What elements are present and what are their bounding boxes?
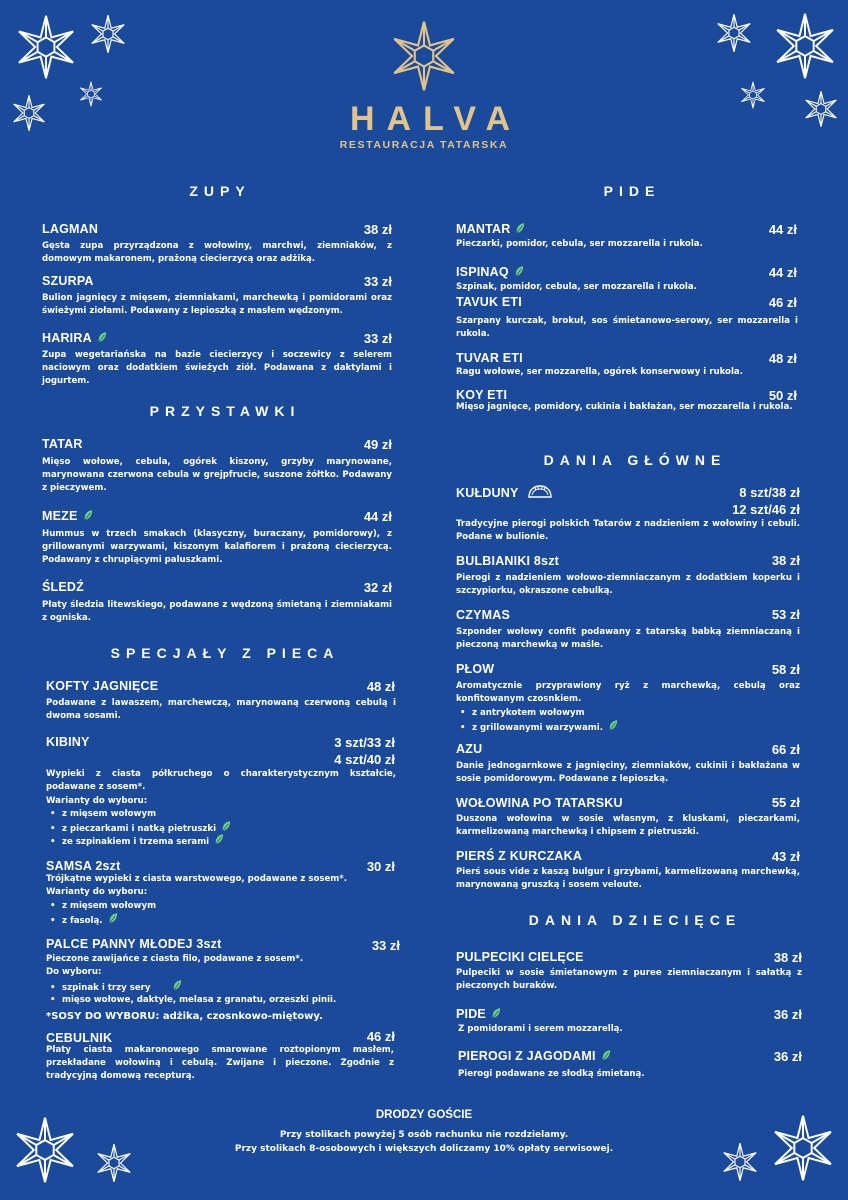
item-price: 55 zł (771, 795, 800, 810)
item-description: Bulion jagnięcy z mięsem, ziemniakami, marchewką i pomidorami oraz świeżymi ziołami. Podawany z lepioszką z masłem wędzonym. (42, 293, 392, 316)
item-name (458, 1049, 611, 1063)
dumpling-icon (527, 485, 553, 499)
item-name-text: KUŁDUNY (456, 486, 519, 500)
item-name: ŚLEDŹ (42, 580, 84, 594)
item-description: Aromatycznie przyprawiony ryż z marchewką, cebulą oraz konfitowanym czosnkiem. (456, 681, 800, 704)
brand-name: HALVA (349, 100, 523, 138)
variant-text: z grillowanymi warzywami. (472, 723, 603, 733)
item-description: Hummus w trzech smakach (klasyczny, buraczany, pomidorowy), z grillowanymi warzywami, kiszonym kalafiorem i prażoną ciecierzycą. Podawany z chrupiącymi paluszkami. (42, 529, 392, 565)
vegetarian-leaf-icon (515, 266, 524, 277)
item-description: Pierogi podawane ze słodką śmietaną. (458, 1069, 645, 1079)
item-price: 4 szt/40 zł (334, 752, 395, 767)
item-price: 43 zł (771, 849, 800, 864)
item-name: PULPECIKI CIELĘCE (456, 950, 584, 964)
item-name (456, 1007, 501, 1021)
item-name (456, 265, 524, 279)
item-price: 44 zł (768, 265, 797, 280)
section-title-dania-glowne: DANIA GŁÓWNE (543, 452, 727, 468)
item-name: LAGMAN (42, 222, 99, 236)
item-price: 30 zł (366, 859, 395, 874)
item-description: Szponder wołowy confit podawany z tatarską babką ziemniaczaną i pieczoną marchewką w maśle. (456, 627, 800, 650)
item-description: Danie jednogarnkowe z jagnięciny, ziemniaków, cukinii i bakłażana w sosie pomidorowym. Podawane z lepioszką. (456, 761, 800, 784)
snowflake-star-icon (90, 14, 126, 54)
item-name: CEBULNIK (46, 1031, 113, 1045)
variants-label: Warianty do wyboru: (46, 887, 148, 897)
footer-title: DRODZY GOŚCIE (375, 1109, 473, 1121)
item-price: 44 zł (363, 509, 392, 524)
item-price: 12 szt/46 zł (732, 502, 800, 517)
vegetarian-leaf-icon (109, 913, 118, 924)
logo-star-icon (391, 16, 457, 96)
vegetarian-leaf-icon (173, 980, 182, 991)
item-name-text: MANTAR (456, 222, 511, 236)
item-name: PIERŚ Z KURCZAKA (456, 849, 583, 863)
variant-item: • mięso wołowe, daktyle, melasa z granatu, orzeszki pinii. (50, 994, 336, 1007)
vegetarian-leaf-icon (98, 332, 107, 343)
section-title-zupy: ZUPY (189, 183, 251, 199)
section-title-dania-dzieciece: DANIA DZIECIĘCE (528, 912, 742, 928)
item-price: 58 zł (771, 662, 800, 677)
item-name: KIBINY (46, 735, 90, 749)
item-name: AZU (456, 742, 483, 756)
vegetarian-leaf-icon (492, 1008, 501, 1019)
item-description: Tradycyjne pierogi polskich Tatarów z nadzieniem z wołowiny i cebuli. Podane w bulionie. (456, 519, 800, 542)
item-description: Mięso wołowe, cebula, ogórek kiszony, grzyby marynowane, marynowana czerwona cebula w grejpfrucie, suszone żółtko. Podawany z pieczywem. (42, 457, 392, 493)
item-description: Płaty śledzia litewskiego, podawane z wędzoną śmietaną i ziemniakami z ogniska. (42, 600, 392, 623)
item-description: Podawane z lawaszem, marchewczą, marynowaną czerwoną cebulą i dwoma sosami. (46, 698, 396, 721)
item-description: Pierś sous vide z kaszą bulgur i grzybami, karmelizowaną marchewką, marynowaną gruszką i sosem veloute. (456, 867, 800, 890)
item-description: Trójkątne wypieki z ciasta warstwowego, podawane z sosem*. (46, 874, 348, 884)
item-price: 46 zł (768, 295, 797, 310)
section-title-przystawki: PRZYSTAWKI (149, 403, 301, 419)
item-name: WOŁOWINA PO TATARSKU (456, 796, 623, 810)
item-name (42, 509, 93, 523)
item-name: TAVUK ETI (456, 295, 522, 309)
item-name-text: PIDE (456, 1007, 486, 1021)
item-name: KOFTY JAGNIĘCE (46, 679, 159, 693)
item-price: 36 zł (773, 1049, 802, 1064)
vegetarian-leaf-icon (84, 510, 93, 521)
item-name: KOY ETI (456, 388, 508, 402)
item-name-text: PIEROGI Z JAGODAMI (458, 1049, 596, 1063)
variant-item: • z mięsem wołowym (50, 900, 156, 913)
item-price: 33 zł (363, 331, 392, 346)
section-title-specjaly: SPECJAŁY Z PIECA (110, 645, 340, 661)
item-price: 33 zł (363, 274, 392, 289)
item-description: Zupa wegetariańska na bazie ciecierzycy i soczewicy z selerem naciowym oraz dodatkiem świeżych ziół. Podawana z daktylami i jogurtem. (42, 350, 392, 386)
item-price: 49 zł (363, 437, 392, 452)
item-description: Ragu wołowe, ser mozzarella, ogórek konserwowy i rukola. (456, 367, 743, 377)
vegetarian-leaf-icon (215, 834, 224, 845)
vegetarian-leaf-icon (516, 223, 525, 234)
item-name: PŁOW (456, 662, 495, 676)
vegetarian-leaf-icon (602, 1050, 611, 1061)
item-price: 36 zł (773, 1007, 802, 1022)
item-price: 38 zł (773, 950, 802, 965)
item-price: 66 zł (771, 742, 800, 757)
variant-text: szpinak i trzy sery (62, 983, 151, 993)
item-description: Mięso jagnięce, pomidory, cukinia i bakłażan, ser mozzarella i rukola. (456, 402, 793, 412)
item-price: 38 zł (363, 222, 392, 237)
item-name: CZYMAS (456, 608, 510, 622)
item-name-text: ISPINAQ (456, 265, 509, 279)
item-description: Z pomidorami i serem mozzarellą. (458, 1024, 623, 1034)
item-price: 38 zł (771, 553, 800, 568)
variant-item: • z antrykotem wołowym (460, 707, 585, 720)
item-name-text: HARIRA (42, 331, 92, 345)
item-description: Płaty ciasta makaronowego smarowane roztopionym masłem, przekładane wołowiną i cebulą. Zwijane i pieczone. Zgodnie z tradycyjną domową recepturą. (46, 1045, 394, 1081)
vegetarian-leaf-icon (609, 720, 618, 731)
snowflake-star-icon (774, 12, 836, 80)
variants-label: Warianty do wyboru: (46, 796, 148, 806)
variant-text: z fasolą. (62, 916, 103, 926)
variant-text: ze szpinakiem i trzema serami (62, 837, 210, 847)
item-description: Pierogi z nadzieniem wołowo-ziemniaczanym z dodatkiem koperku i szczypiorku, okraszone cebulką. (456, 573, 800, 596)
snowflake-star-icon (16, 14, 76, 80)
variants-label: Do wyboru: (46, 967, 102, 977)
item-description: Gęsta zupa przyrządzona z wołowiny, marchwi, ziemniaków, z domowym makaronem, prażoną ciecierzycą oraz adżiką. (42, 241, 392, 264)
variant-text: z pieczarkami i natką pietruszki (62, 824, 217, 834)
vegetarian-leaf-icon (222, 821, 231, 832)
item-price: 3 szt/33 zł (334, 735, 395, 750)
item-name: PALCE PANNY MŁODEJ 3szt (46, 937, 222, 951)
item-description: Pieczone zawijańce z ciasta filo, podawane z sosem*. (46, 954, 304, 964)
item-description: Pulpeciki w sosie śmietanowym z puree ziemniaczanym i sałatką z pieczonych buraków. (456, 968, 802, 991)
item-price: 48 zł (768, 351, 797, 366)
item-name-text: MEZE (42, 509, 78, 523)
footer-note: Przy stolikach 8-osobowych i większych doliczamy 10% opłaty serwisowej. (234, 1144, 614, 1154)
item-description: Duszona wołowina w sosie własnym, z kluskami, pieczarkami, karmelizowaną marchewką i chipsem z pietruszki. (456, 814, 800, 837)
item-price: 44 zł (768, 222, 797, 237)
item-name: SZURPA (42, 274, 94, 288)
item-name: TATAR (42, 437, 83, 451)
variant-item: • z mięsem wołowym (50, 808, 156, 821)
brand-subtitle: RESTAURACJA TATARSKA (339, 139, 509, 151)
item-name: TUVAR ETI (456, 351, 523, 365)
section-title-pide: PIDE (603, 183, 661, 199)
item-price: 50 zł (768, 388, 797, 403)
item-price: 53 zł (771, 607, 800, 622)
item-description: Szpinak, pomidor, cebula, ser mozzarella i rukola. (456, 282, 697, 292)
item-name: BULBIANIKI 8szt (456, 554, 560, 568)
sauce-note: *SOSY DO WYBORU: adżika, czosnkowo-miętowy. (46, 1011, 323, 1022)
item-description: Wypieki z ciasta półkruchego o charakterystycznym kształcie, podawane z sosem*. (46, 769, 396, 792)
variant-item (50, 834, 224, 849)
variant-item (50, 980, 182, 995)
footer-note: Przy stolikach powyżej 5 osób rachunku nie rozdzielamy. (279, 1130, 569, 1140)
variant-item (50, 913, 118, 928)
item-name: SAMSA 2szt (46, 859, 121, 873)
item-price: 32 zł (363, 580, 392, 595)
variant-item (460, 720, 618, 735)
item-description: Pieczarki, pomidor, cebula, ser mozzarella i rukola. (456, 239, 703, 249)
item-name (456, 485, 553, 500)
item-price: 46 zł (366, 1029, 395, 1044)
snowflake-star-icon (716, 13, 752, 53)
item-description: Szarpany kurczak, brokuł, sos śmietanowo-serowy, ser mozzarella i rukola. (456, 316, 798, 339)
item-price: 33 zł (371, 938, 400, 953)
item-name (456, 222, 525, 236)
item-price: 48 zł (366, 679, 395, 694)
item-price: 8 szt/38 zł (739, 485, 800, 500)
item-name (42, 331, 107, 345)
